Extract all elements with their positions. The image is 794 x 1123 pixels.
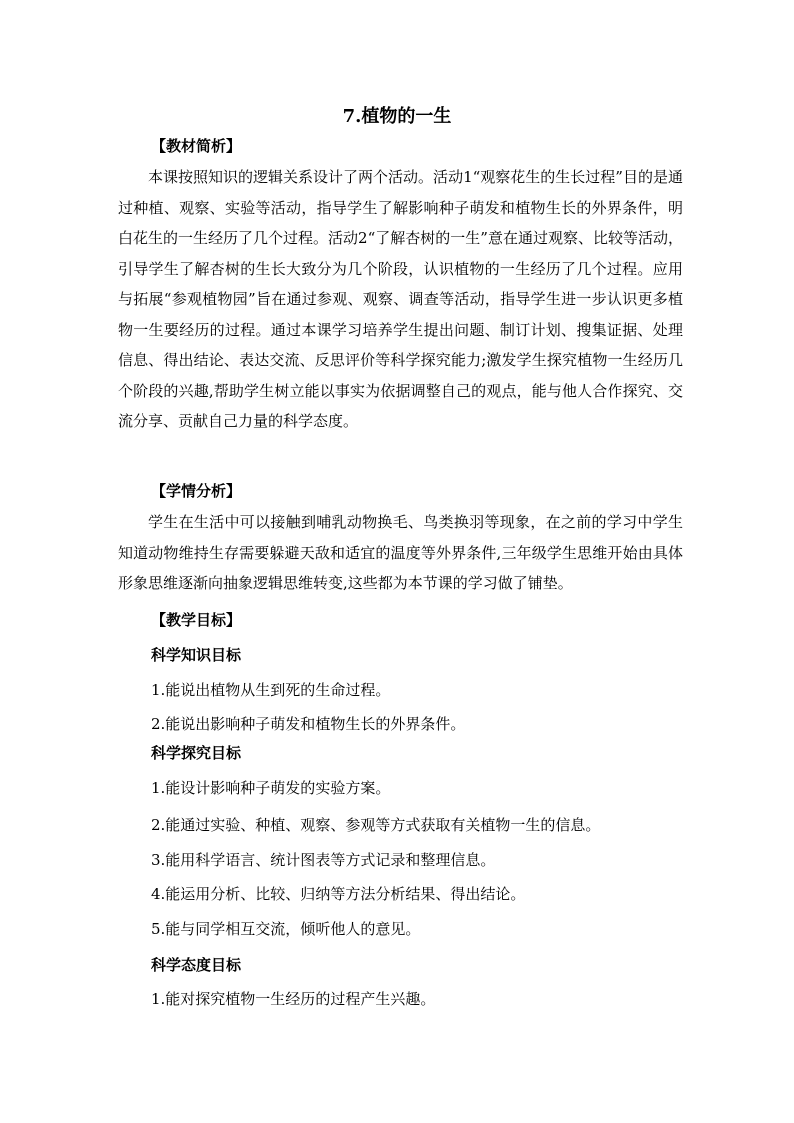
knowledge-goal-item: 2.能说出影响种子萌发和植物生长的外界条件。: [151, 715, 466, 733]
inquiry-goal-item: 3.能用科学语言、统计图表等方式记录和整理信息。: [151, 851, 496, 869]
knowledge-goals-label: 科学知识目标: [151, 646, 242, 664]
section-heading-student-analysis: 【学情分析】: [151, 482, 242, 500]
student-analysis-paragraph: 学生在生活中可以接触到哺乳动物换毛、鸟类换羽等现象，在之前的学习中学生知道动物维持生存需要躲避天敌和适宜的温度等外界条件,三年级学生思维开始由具体形象思维逐渐向抽象逻辑思维转变,这些都为本节课的学习做了铺垫。: [118, 513, 683, 592]
inquiry-goal-item: 4.能运用分析、比较、归纳等方法分析结果、得出结论。: [151, 885, 526, 903]
attitude-goals-label: 科学态度目标: [151, 956, 242, 974]
inquiry-goal-item: 5.能与同学相互交流，倾听他人的意见。: [151, 920, 421, 938]
knowledge-goal-item: 1.能说出植物从生到死的生命过程。: [151, 681, 391, 699]
textbook-analysis-paragraph: 本课按照知识的逻辑关系设计了两个活动。活动1“观察花生的生长过程”目的是通过种植、观察、实验等活动，指导学生了解影响种子萌发和植物生长的外界条件，明白花生的一生经历了几个过程。活动2“了解杏树的一生”意在通过观察、比较等活动，引导学生了解杏树的生长大致分为几个阶段，认识植物的一生经历了几个过程。应用与拓展“参观植物园”旨在通过参观、观察、调查等活动，指导学生进一步认识更多植物一生要经历的过程。通过本课学习培养学生提出问题、制订计划、搜集证据、处理信息、得出结论、表达交流、反思评价等科学探究能力;激发学生探究植物一生经历几个阶段的兴趣,帮助学生树立能以事实为依据调整自己的观点，能与他人合作探究、交流分享、贡献自己力量的科学态度。: [118, 168, 683, 430]
inquiry-goal-item: 2.能通过实验、种植、观察、参观等方式获取有关植物一生的信息。: [151, 816, 601, 834]
section-heading-teaching-goals: 【教学目标】: [151, 611, 242, 629]
document-title: 7.植物的一生: [342, 106, 452, 127]
section-heading-textbook-analysis: 【教材简析】: [151, 137, 242, 155]
attitude-goal-item: 1.能对探究植物一生经历的过程产生兴趣。: [151, 990, 436, 1008]
inquiry-goal-item: 1.能设计影响种子萌发的实验方案。: [151, 779, 391, 797]
inquiry-goals-label: 科学探究目标: [151, 744, 242, 762]
